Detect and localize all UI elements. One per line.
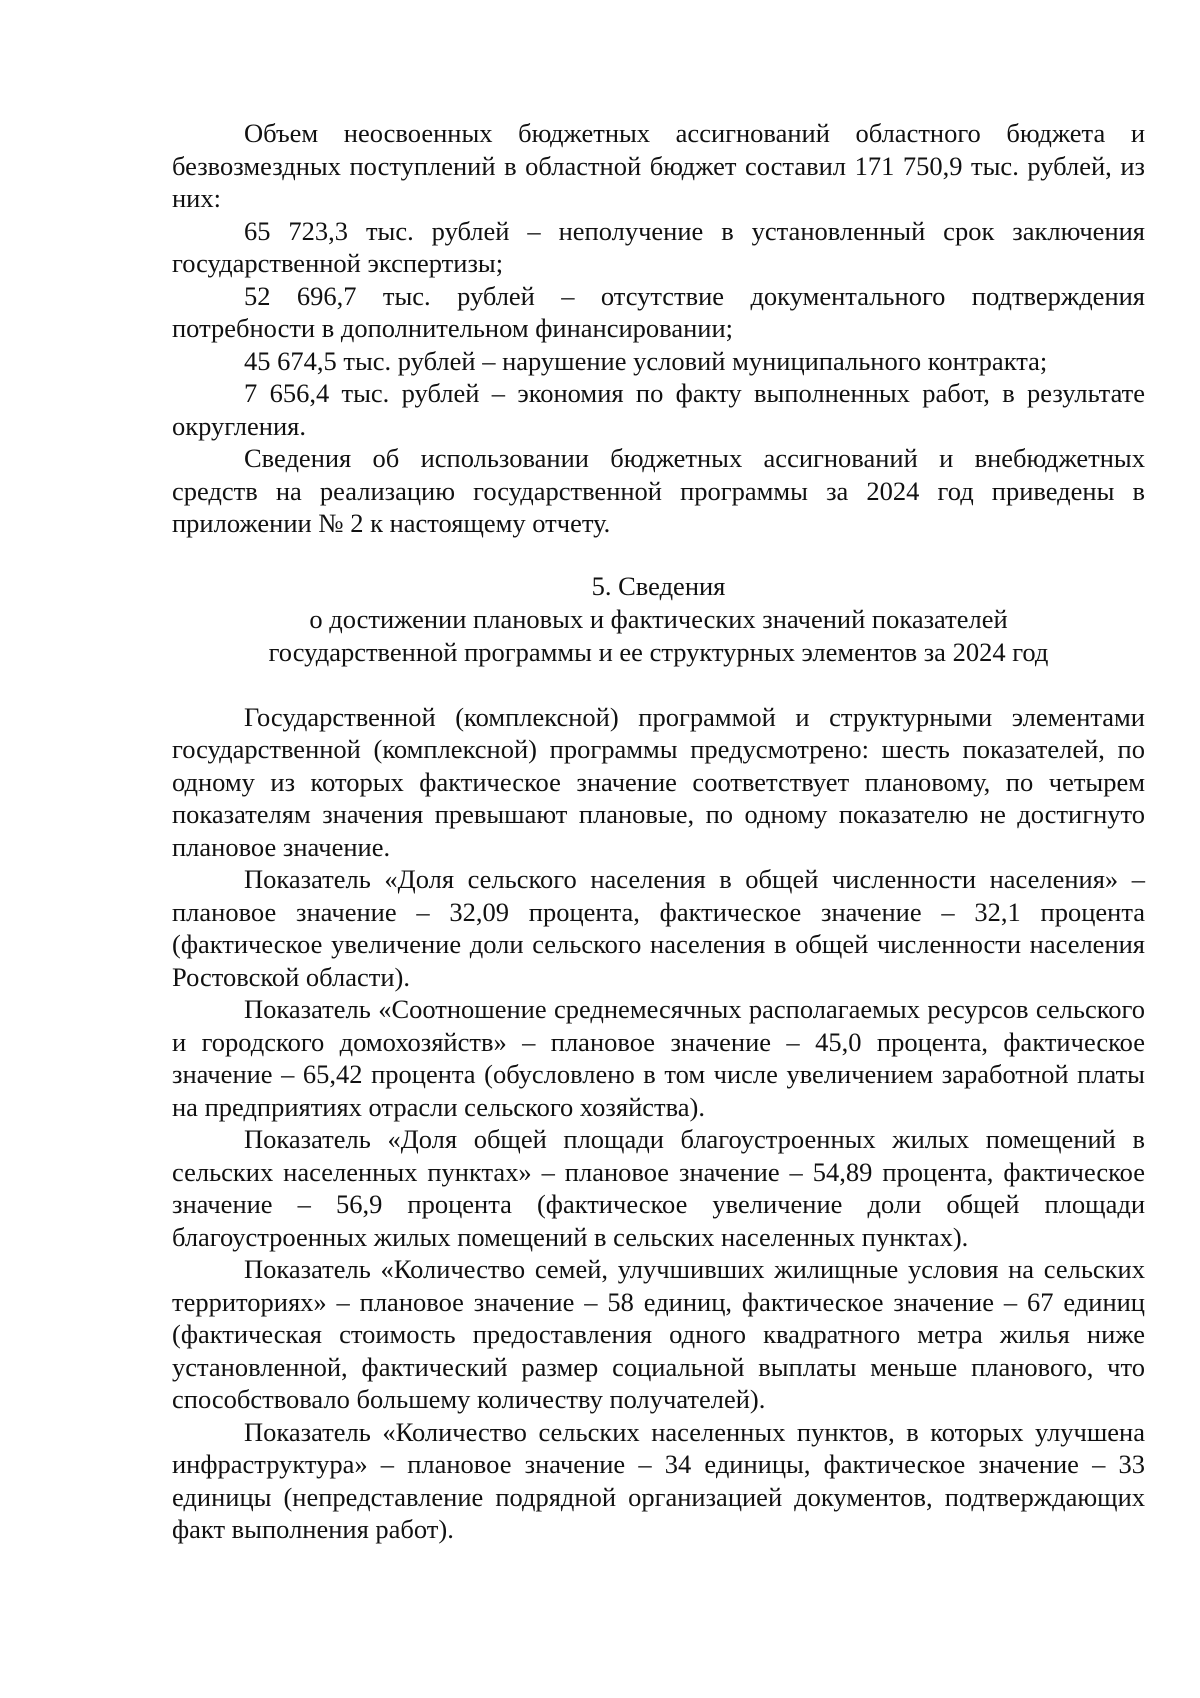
paragraph-indicators-summary: Государственной (комплексной) программой и структурными элементами государственной (комплексной) программы предусмотрено: шесть показателей, по одному из которых фактическое значение соответствует плановому, по четырем показателям значения превышают плановые, по одному показателю не достигнуто плановое значение.	[172, 701, 1145, 862]
paragraph-indicator-families: Показатель «Количество семей, улучшивших жилищные условия на сельских территориях» – плановое значение – 58 единиц, фактическое значение – 67 единиц (фактическая стоимость предоставления одного квадратного метра жилья ниже установленной, фактический размер социальной выплаты меньше планового, что способствовало большему количеству получателей).	[172, 1254, 1145, 1414]
paragraph-budget-total: Объем неосвоенных бюджетных ассигнований областного бюджета и безвозмездных поступлений в областной бюджет составил 171 750,9 тыс. рублей, из них:	[172, 118, 1145, 213]
section-heading-title: 5. Сведения	[591, 570, 726, 601]
paragraph-appendix: Сведения об использовании бюджетных ассигнований и внебюджетных средств на реализацию государственной программы за 2024 год приведены в приложении № 2 к настоящему отчету.	[172, 443, 1145, 538]
paragraph-indicator-infrastructure: Показатель «Количество сельских населенных пунктов, в которых улучшена инфраструктура» – плановое значение – 34 единицы, фактическое значение – 33 единицы (непредставление подрядной организацией документов, подтверждающих факт выполнения работ).	[172, 1416, 1145, 1544]
indicators-section	[172, 701, 1145, 1546]
section-heading-subtitle-2: государственной программы и ее структурных элементов за 2024 год	[268, 636, 1049, 667]
paragraph-expertise: 65 723,3 тыс. рублей – неполучение в установленный срок заключения государственной экспертизы;	[172, 215, 1145, 278]
paragraph-indicator-rural-share: Показатель «Доля сельского населения в общей численности населения» – плановое значение – 32,09 процента, фактическое значение – 32,1 процента (фактическое увеличение доли сельского населения в общей численности населения Ростовской области).	[172, 864, 1145, 992]
paragraph-indicator-housing-area: Показатель «Доля общей площади благоустроенных жилых помещений в сельских населенных пунктах» – плановое значение – 54,89 процента, фактическое значение – 56,9 процента (фактическое увеличение доли общей площади благоустроенных жилых помещений в сельских населенных пунктах).	[172, 1124, 1145, 1252]
section-heading	[172, 570, 1145, 669]
budget-section	[172, 117, 1145, 540]
section-heading-subtitle-1: о достижении плановых и фактических значений показателей	[309, 603, 1008, 634]
paragraph-savings: 7 656,4 тыс. рублей – экономия по факту выполненных работ, в результате округления.	[172, 378, 1145, 441]
paragraph-documentation: 52 696,7 тыс. рублей – отсутствие документального подтверждения потребности в дополнительном финансировании;	[172, 280, 1145, 343]
paragraph-indicator-resources-ratio: Показатель «Соотношение среднемесячных располагаемых ресурсов сельского и городского домохозяйств» – плановое значение – 45,0 процента, фактическое значение – 65,42 процента (обусловлено в том числе увеличением заработной платы на предприятиях отрасли сельского хозяйства).	[172, 994, 1145, 1122]
paragraph-contract: 45 674,5 тыс. рублей – нарушение условий муниципального контракта;	[244, 345, 1048, 376]
